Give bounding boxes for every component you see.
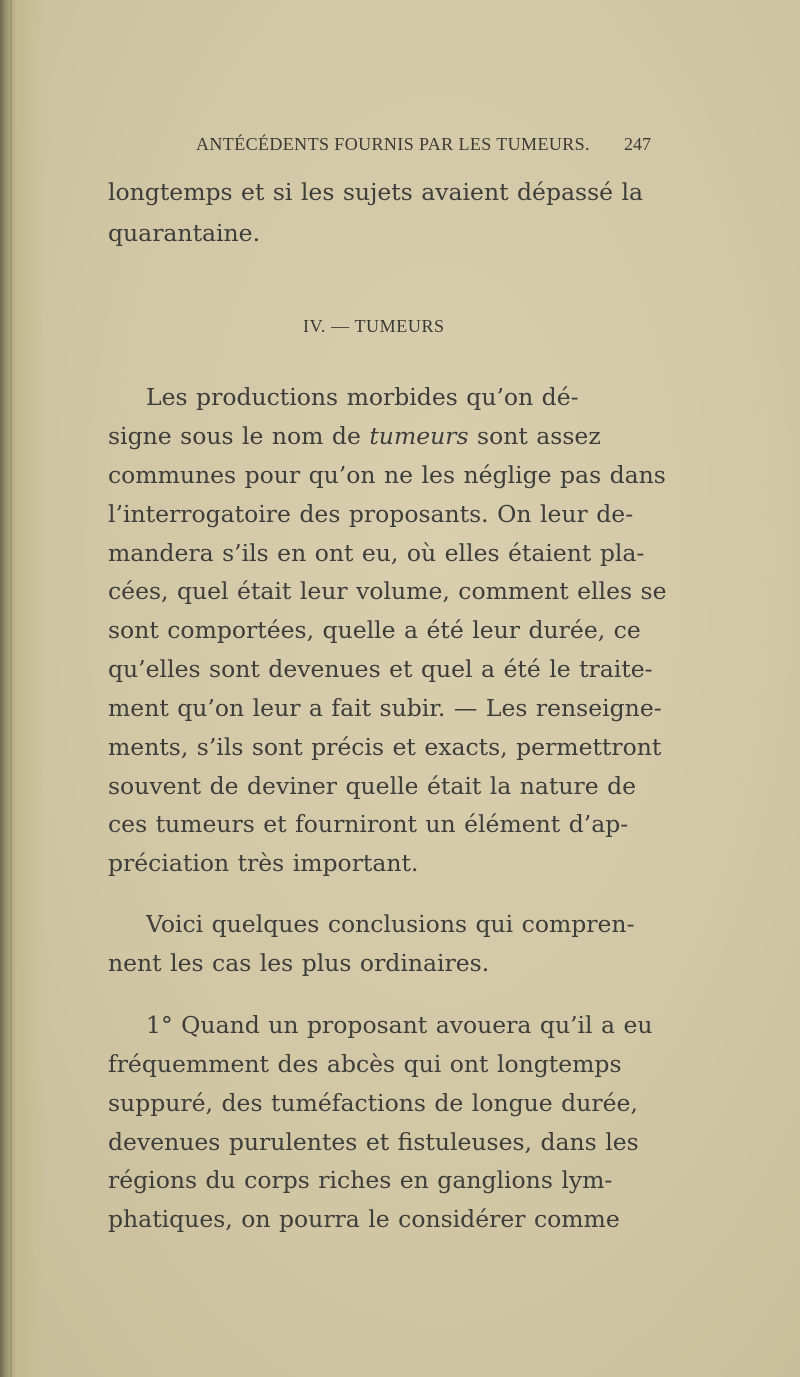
text-line: sont comportées, quelle a été leur durée, ce bbox=[108, 616, 641, 644]
text-line: mandera s’ils en ont eu, où elles étaient pla- bbox=[108, 539, 645, 567]
text-line: l’interrogatoire des proposants. On leur de- bbox=[108, 500, 634, 528]
text-line: qu’elles sont devenues et quel a été le traite- bbox=[108, 655, 653, 683]
text-line: Les productions morbides qu’on dé- bbox=[146, 383, 579, 411]
text-run: sont assez bbox=[468, 422, 601, 450]
text-line: ces tumeurs et fourniront un élément d’ap- bbox=[108, 810, 629, 838]
text-line: communes pour qu’on ne les néglige pas dans bbox=[108, 461, 666, 489]
text-line: longtemps et si les sujets avaient dépassé la bbox=[108, 178, 644, 206]
text-line: régions du corps riches en ganglions lym- bbox=[108, 1166, 613, 1194]
text-line: quarantaine. bbox=[108, 219, 261, 247]
text-line: préciation très important. bbox=[108, 849, 419, 877]
text-line: souvent de deviner quelle était la nature de bbox=[108, 772, 637, 800]
running-head: ANTÉCÉDENTS FOURNIS PAR LES TUMEURS. bbox=[196, 134, 590, 154]
section-heading: IV. — TUMEURS bbox=[303, 316, 445, 336]
text-line bbox=[108, 422, 601, 450]
text-line: suppuré, des tuméfactions de longue durée, bbox=[108, 1089, 638, 1117]
page-gutter-shadow bbox=[10, 0, 12, 1377]
emphasized-term: tumeurs bbox=[369, 422, 469, 450]
text-line: nent les cas les plus ordinaires. bbox=[108, 949, 490, 977]
page-number: 247 bbox=[624, 134, 651, 154]
text-line: ment qu’on leur a fait subir. — Les renseigne- bbox=[108, 694, 662, 722]
text-line: Voici quelques conclusions qui compren- bbox=[146, 910, 635, 938]
text-line: 1° Quand un proposant avouera qu’il a eu bbox=[146, 1011, 653, 1039]
text-line: cées, quel était leur volume, comment elles se bbox=[108, 577, 667, 605]
text-line: phatiques, on pourra le considérer comme bbox=[108, 1205, 620, 1233]
text-line: fréquemment des abcès qui ont longtemps bbox=[108, 1050, 622, 1078]
text-line: ments, s’ils sont précis et exacts, permettront bbox=[108, 733, 662, 761]
text-run: signe sous le nom de bbox=[108, 422, 370, 450]
text-line: devenues purulentes et fistuleuses, dans les bbox=[108, 1128, 639, 1156]
